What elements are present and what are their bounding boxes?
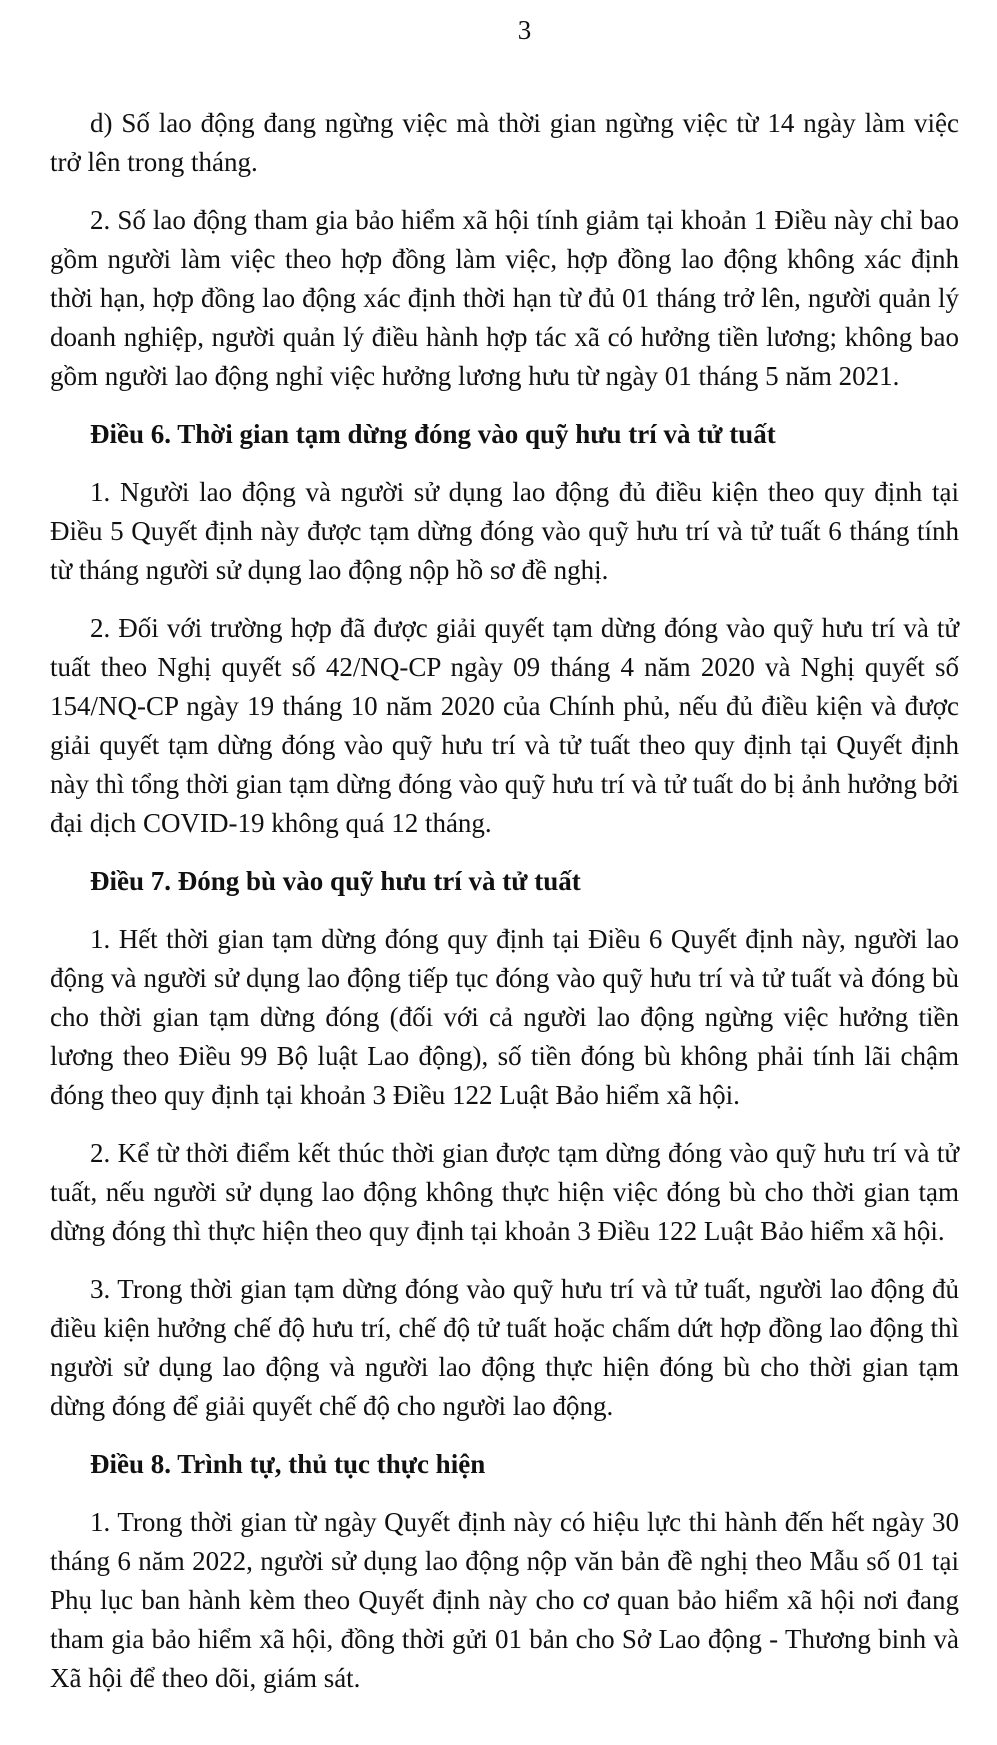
paragraph-5-2: 2. Số lao động tham gia bảo hiểm xã hội tính giảm tại khoản 1 Điều này chỉ bao gồm người làm việc theo hợp đồng làm việc, hợp đồng lao động không xác định thời hạn, hợp đồng lao động xác định thời hạn từ đủ 01 tháng trở lên, người quản lý doanh nghiệp, người quản lý điều hành hợp tác xã có hưởng tiền lương; không bao gồm người lao động nghỉ việc hưởng lương hưu từ ngày 01 tháng 5 năm 2021.: [50, 205, 959, 391]
page-number: 3: [517, 15, 532, 45]
article-7-heading: Điều 7. Đóng bù vào quỹ hưu trí và tử tuất: [90, 866, 581, 896]
paragraph-7-2: 2. Kể từ thời điểm kết thúc thời gian được tạm dừng đóng vào quỹ hưu trí và tử tuất, nếu người sử dụng lao động không thực hiện việc đóng bù cho thời gian tạm dừng đóng thì thực hiện theo quy định tại khoản 3 Điều 122 Luật Bảo hiểm xã hội.: [50, 1138, 959, 1246]
paragraph-8-1: 1. Trong thời gian từ ngày Quyết định này có hiệu lực thi hành đến hết ngày 30 tháng 6 năm 2022, người sử dụng lao động nộp văn bản đề nghị theo Mẫu số 01 tại Phụ lục ban hành kèm theo Quyết định này cho cơ quan bảo hiểm xã hội nơi đang tham gia bảo hiểm xã hội, đồng thời gửi 01 bản cho Sở Lao động - Thương binh và Xã hội để theo dõi, giám sát.: [50, 1507, 959, 1693]
paragraph-6-1: 1. Người lao động và người sử dụng lao động đủ điều kiện theo quy định tại Điều 5 Quyết định này được tạm dừng đóng vào quỹ hưu trí và tử tuất 6 tháng tính từ tháng người sử dụng lao động nộp hồ sơ đề nghị.: [50, 477, 959, 585]
paragraph-7-3: 3. Trong thời gian tạm dừng đóng vào quỹ hưu trí và tử tuất, người lao động đủ điều kiện hưởng chế độ hưu trí, chế độ tử tuất hoặc chấm dứt hợp đồng lao động thì người sử dụng lao động và người lao động thực hiện đóng bù cho thời gian tạm dừng đóng để giải quyết chế độ cho người lao động.: [50, 1274, 959, 1421]
paragraph-6-2: 2. Đối với trường hợp đã được giải quyết tạm dừng đóng vào quỹ hưu trí và tử tuất theo Nghị quyết số 42/NQ-CP ngày 09 tháng 4 năm 2020 và Nghị quyết số 154/NQ-CP ngày 19 tháng 10 năm 2020 của Chính phủ, nếu đủ điều kiện và được giải quyết tạm dừng đóng vào quỹ hưu trí và tử tuất theo quy định tại Quyết định này thì tổng thời gian tạm dừng đóng vào quỹ hưu trí và tử tuất do bị ảnh hưởng bởi đại dịch COVID-19 không quá 12 tháng.: [50, 613, 959, 838]
article-8-heading: Điều 8. Trình tự, thủ tục thực hiện: [90, 1449, 486, 1479]
paragraph-7-1: 1. Hết thời gian tạm dừng đóng quy định tại Điều 6 Quyết định này, người lao động và người sử dụng lao động tiếp tục đóng vào quỹ hưu trí và tử tuất và đóng bù cho thời gian tạm dừng đóng (đối với cả người lao động ngừng việc hưởng tiền lương theo Điều 99 Bộ luật Lao động), số tiền đóng bù không phải tính lãi chậm đóng theo quy định tại khoản 3 Điều 122 Luật Bảo hiểm xã hội.: [50, 924, 959, 1110]
article-6-heading: Điều 6. Thời gian tạm dừng đóng vào quỹ hưu trí và tử tuất: [90, 419, 776, 449]
paragraph-4d: d) Số lao động đang ngừng việc mà thời gian ngừng việc từ 14 ngày làm việc trở lên trong tháng.: [50, 108, 959, 177]
